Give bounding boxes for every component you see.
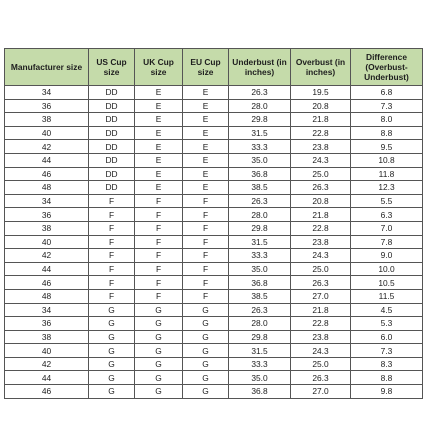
cell-underbust: 28.0 <box>229 99 291 113</box>
cell-us-cup: DD <box>89 99 135 113</box>
cell-overbust: 22.8 <box>291 221 351 235</box>
cell-difference: 8.3 <box>351 357 423 371</box>
cell-manufacturer-size: 46 <box>5 167 89 181</box>
header-row <box>5 49 423 86</box>
cell-difference: 5.3 <box>351 317 423 331</box>
cell-uk-cup: E <box>135 181 183 195</box>
cell-overbust: 27.0 <box>291 289 351 303</box>
cell-manufacturer-size: 40 <box>5 235 89 249</box>
header-manufacturer-size: Manufacturer size <box>5 49 89 86</box>
table-row <box>5 235 423 249</box>
cell-us-cup: DD <box>89 126 135 140</box>
cell-us-cup: DD <box>89 181 135 195</box>
cell-difference: 9.5 <box>351 140 423 154</box>
header-difference: Difference (Overbust-Underbust) <box>351 49 423 86</box>
cell-uk-cup: F <box>135 235 183 249</box>
cell-manufacturer-size: 38 <box>5 113 89 127</box>
cell-us-cup: F <box>89 289 135 303</box>
cell-overbust: 20.8 <box>291 99 351 113</box>
cell-difference: 9.0 <box>351 249 423 263</box>
cell-us-cup: G <box>89 330 135 344</box>
cell-uk-cup: F <box>135 276 183 290</box>
cell-difference: 7.0 <box>351 221 423 235</box>
cell-manufacturer-size: 36 <box>5 99 89 113</box>
cell-overbust: 21.8 <box>291 113 351 127</box>
cell-manufacturer-size: 40 <box>5 344 89 358</box>
cell-overbust: 25.0 <box>291 262 351 276</box>
cell-overbust: 22.8 <box>291 317 351 331</box>
cell-manufacturer-size: 38 <box>5 330 89 344</box>
cell-difference: 10.8 <box>351 153 423 167</box>
cell-us-cup: F <box>89 194 135 208</box>
cell-us-cup: G <box>89 303 135 317</box>
cell-eu-cup: E <box>183 153 229 167</box>
cell-underbust: 29.8 <box>229 330 291 344</box>
cell-difference: 7.3 <box>351 99 423 113</box>
cell-difference: 6.8 <box>351 86 423 100</box>
cell-manufacturer-size: 34 <box>5 86 89 100</box>
cell-manufacturer-size: 40 <box>5 126 89 140</box>
table-row <box>5 167 423 181</box>
cell-manufacturer-size: 46 <box>5 385 89 399</box>
cell-underbust: 29.8 <box>229 221 291 235</box>
cell-manufacturer-size: 34 <box>5 303 89 317</box>
cell-eu-cup: G <box>183 357 229 371</box>
cell-eu-cup: G <box>183 303 229 317</box>
cell-underbust: 38.5 <box>229 289 291 303</box>
cell-manufacturer-size: 42 <box>5 249 89 263</box>
cell-overbust: 23.8 <box>291 330 351 344</box>
cell-overbust: 20.8 <box>291 194 351 208</box>
cell-overbust: 22.8 <box>291 126 351 140</box>
cell-eu-cup: F <box>183 289 229 303</box>
header-overbust: Overbust (in inches) <box>291 49 351 86</box>
cell-overbust: 26.3 <box>291 371 351 385</box>
cell-overbust: 23.8 <box>291 235 351 249</box>
cell-underbust: 33.3 <box>229 249 291 263</box>
cell-underbust: 35.0 <box>229 153 291 167</box>
cell-eu-cup: E <box>183 167 229 181</box>
cell-difference: 6.3 <box>351 208 423 222</box>
cell-overbust: 21.8 <box>291 303 351 317</box>
cell-uk-cup: E <box>135 167 183 181</box>
cell-underbust: 29.8 <box>229 113 291 127</box>
cell-manufacturer-size: 48 <box>5 289 89 303</box>
cell-manufacturer-size: 48 <box>5 181 89 195</box>
cell-overbust: 26.3 <box>291 276 351 290</box>
cell-uk-cup: F <box>135 221 183 235</box>
cell-us-cup: DD <box>89 153 135 167</box>
table-row <box>5 113 423 127</box>
cell-eu-cup: E <box>183 99 229 113</box>
cell-uk-cup: F <box>135 262 183 276</box>
cell-difference: 8.8 <box>351 371 423 385</box>
cell-difference: 8.0 <box>351 113 423 127</box>
cell-us-cup: G <box>89 371 135 385</box>
cell-eu-cup: F <box>183 249 229 263</box>
cell-eu-cup: E <box>183 140 229 154</box>
cell-eu-cup: F <box>183 276 229 290</box>
cell-underbust: 35.0 <box>229 371 291 385</box>
cell-underbust: 26.3 <box>229 86 291 100</box>
table-row <box>5 181 423 195</box>
cell-uk-cup: E <box>135 153 183 167</box>
cell-manufacturer-size: 36 <box>5 208 89 222</box>
cell-eu-cup: G <box>183 385 229 399</box>
cell-uk-cup: F <box>135 208 183 222</box>
cell-manufacturer-size: 44 <box>5 153 89 167</box>
table-row <box>5 262 423 276</box>
cell-us-cup: F <box>89 262 135 276</box>
table-row <box>5 221 423 235</box>
cell-eu-cup: G <box>183 317 229 331</box>
cell-eu-cup: F <box>183 262 229 276</box>
cell-difference: 11.5 <box>351 289 423 303</box>
cell-difference: 7.8 <box>351 235 423 249</box>
cell-difference: 10.5 <box>351 276 423 290</box>
cell-overbust: 25.0 <box>291 357 351 371</box>
cell-eu-cup: F <box>183 194 229 208</box>
cell-us-cup: DD <box>89 167 135 181</box>
table-row <box>5 99 423 113</box>
cell-uk-cup: G <box>135 317 183 331</box>
cell-underbust: 36.8 <box>229 385 291 399</box>
cell-us-cup: F <box>89 276 135 290</box>
cell-uk-cup: E <box>135 99 183 113</box>
cell-eu-cup: G <box>183 330 229 344</box>
table-row <box>5 317 423 331</box>
cell-eu-cup: E <box>183 126 229 140</box>
cell-overbust: 19.5 <box>291 86 351 100</box>
cell-uk-cup: E <box>135 140 183 154</box>
table-row <box>5 357 423 371</box>
cell-manufacturer-size: 44 <box>5 262 89 276</box>
cell-uk-cup: G <box>135 385 183 399</box>
cell-uk-cup: E <box>135 86 183 100</box>
size-chart-table <box>4 48 423 399</box>
cell-difference: 9.8 <box>351 385 423 399</box>
cell-difference: 6.0 <box>351 330 423 344</box>
cell-difference: 5.5 <box>351 194 423 208</box>
header-uk-cup-size: UK Cup size <box>135 49 183 86</box>
cell-us-cup: F <box>89 249 135 263</box>
cell-overbust: 24.3 <box>291 344 351 358</box>
table-row <box>5 371 423 385</box>
cell-us-cup: G <box>89 357 135 371</box>
cell-us-cup: F <box>89 221 135 235</box>
cell-difference: 10.0 <box>351 262 423 276</box>
cell-difference: 4.5 <box>351 303 423 317</box>
cell-uk-cup: E <box>135 113 183 127</box>
cell-manufacturer-size: 36 <box>5 317 89 331</box>
header-underbust: Underbust (in inches) <box>229 49 291 86</box>
cell-underbust: 33.3 <box>229 357 291 371</box>
cell-underbust: 36.8 <box>229 167 291 181</box>
cell-uk-cup: F <box>135 289 183 303</box>
table-row <box>5 330 423 344</box>
cell-eu-cup: F <box>183 235 229 249</box>
cell-underbust: 31.5 <box>229 126 291 140</box>
cell-uk-cup: F <box>135 194 183 208</box>
cell-overbust: 26.3 <box>291 181 351 195</box>
table-row <box>5 249 423 263</box>
cell-eu-cup: F <box>183 208 229 222</box>
cell-underbust: 36.8 <box>229 276 291 290</box>
table-row <box>5 126 423 140</box>
cell-overbust: 24.3 <box>291 249 351 263</box>
table-header <box>5 49 423 86</box>
cell-uk-cup: G <box>135 303 183 317</box>
cell-underbust: 31.5 <box>229 344 291 358</box>
header-us-cup-size: US Cup size <box>89 49 135 86</box>
cell-manufacturer-size: 44 <box>5 371 89 385</box>
cell-eu-cup: F <box>183 221 229 235</box>
cell-us-cup: F <box>89 208 135 222</box>
cell-underbust: 28.0 <box>229 317 291 331</box>
cell-eu-cup: E <box>183 86 229 100</box>
cell-overbust: 25.0 <box>291 167 351 181</box>
cell-difference: 7.3 <box>351 344 423 358</box>
cell-difference: 12.3 <box>351 181 423 195</box>
cell-uk-cup: G <box>135 344 183 358</box>
cell-underbust: 38.5 <box>229 181 291 195</box>
cell-underbust: 33.3 <box>229 140 291 154</box>
cell-us-cup: DD <box>89 113 135 127</box>
table-row <box>5 208 423 222</box>
cell-us-cup: G <box>89 344 135 358</box>
cell-eu-cup: G <box>183 371 229 385</box>
cell-underbust: 35.0 <box>229 262 291 276</box>
cell-overbust: 21.8 <box>291 208 351 222</box>
cell-eu-cup: E <box>183 113 229 127</box>
table-row <box>5 276 423 290</box>
header-eu-cup-size: EU Cup size <box>183 49 229 86</box>
cell-overbust: 27.0 <box>291 385 351 399</box>
table-row <box>5 289 423 303</box>
cell-manufacturer-size: 38 <box>5 221 89 235</box>
cell-us-cup: DD <box>89 86 135 100</box>
cell-manufacturer-size: 46 <box>5 276 89 290</box>
cell-uk-cup: G <box>135 371 183 385</box>
table-row <box>5 303 423 317</box>
cell-uk-cup: G <box>135 330 183 344</box>
cell-uk-cup: G <box>135 357 183 371</box>
table-row <box>5 153 423 167</box>
cell-us-cup: G <box>89 317 135 331</box>
cell-manufacturer-size: 34 <box>5 194 89 208</box>
cell-underbust: 26.3 <box>229 303 291 317</box>
cell-underbust: 26.3 <box>229 194 291 208</box>
cell-eu-cup: G <box>183 344 229 358</box>
cell-us-cup: F <box>89 235 135 249</box>
cell-overbust: 24.3 <box>291 153 351 167</box>
cell-underbust: 31.5 <box>229 235 291 249</box>
cell-uk-cup: F <box>135 249 183 263</box>
table-row <box>5 385 423 399</box>
cell-us-cup: G <box>89 385 135 399</box>
cell-us-cup: DD <box>89 140 135 154</box>
cell-underbust: 28.0 <box>229 208 291 222</box>
table-body <box>5 86 423 399</box>
cell-manufacturer-size: 42 <box>5 357 89 371</box>
cell-difference: 11.8 <box>351 167 423 181</box>
table-row <box>5 86 423 100</box>
cell-difference: 8.8 <box>351 126 423 140</box>
cell-eu-cup: E <box>183 181 229 195</box>
cell-overbust: 23.8 <box>291 140 351 154</box>
cell-uk-cup: E <box>135 126 183 140</box>
table-row <box>5 194 423 208</box>
cell-manufacturer-size: 42 <box>5 140 89 154</box>
table-row <box>5 344 423 358</box>
table-row <box>5 140 423 154</box>
